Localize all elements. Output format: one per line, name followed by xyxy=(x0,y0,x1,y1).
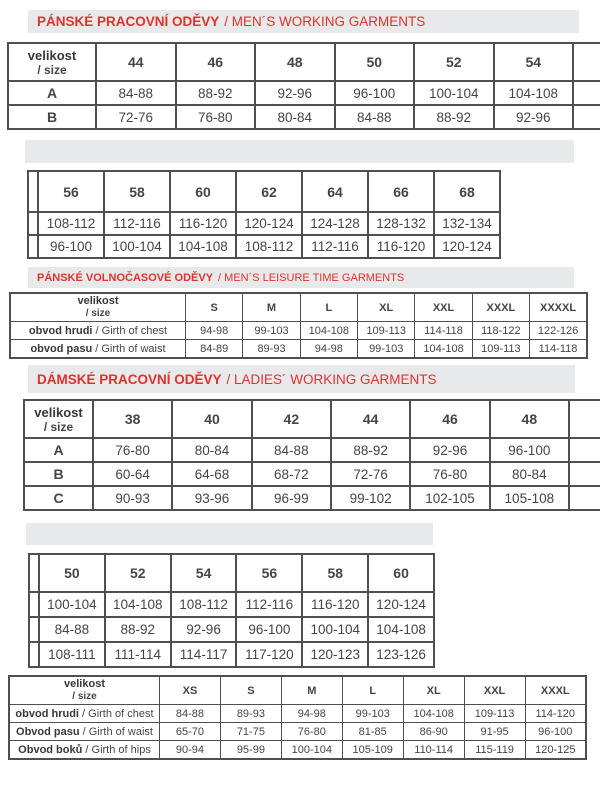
size-value-cell: 120-124 xyxy=(434,235,500,258)
size-header-cell: 46 xyxy=(176,43,256,81)
header-label-czech: velikost xyxy=(77,295,119,307)
row-label-english: / Girth of chest xyxy=(95,324,168,337)
size-value-cell: 120-125 xyxy=(525,741,586,760)
size-header-cell: 48 xyxy=(490,400,569,438)
cropped-column-cell xyxy=(28,235,38,258)
size-value-cell: 60-64 xyxy=(93,462,172,486)
size-header-cell: 58 xyxy=(104,171,170,212)
size-value-cell: 76-80 xyxy=(410,462,489,486)
size-header-cell: 62 xyxy=(236,171,302,212)
table-header-row xyxy=(29,554,434,592)
size-value-cell: 118-122 xyxy=(472,322,529,340)
table-row xyxy=(10,322,587,340)
header-label-english: / size xyxy=(72,691,97,702)
size-header-cell: 56 xyxy=(236,554,302,592)
size-value-cell: 104-108 xyxy=(300,322,357,340)
size-value-cell: 110-114 xyxy=(403,741,464,760)
size-value-cell: 112-116 xyxy=(236,592,302,617)
title-text-czech: PÁNSKÉ VOLNOČASOVÉ ODĚVY xyxy=(37,271,214,284)
cropped-column-cell xyxy=(28,212,38,235)
row-label-czech: obvod pasu xyxy=(30,342,93,355)
size-header-cell: S xyxy=(186,293,243,322)
size-value-cell: 91-95 xyxy=(464,723,525,741)
title-text-czech: PÁNSKÉ PRACOVNÍ ODĚVY xyxy=(37,14,220,29)
size-value-cell: 114-117 xyxy=(171,642,237,667)
size-header-cell: L xyxy=(342,676,403,705)
size-header-cell: S xyxy=(220,676,281,705)
size-value-cell: 99-102 xyxy=(331,486,410,510)
cropped-column-cell xyxy=(29,642,39,667)
size-value-cell: 84-89 xyxy=(186,340,243,359)
size-value-cell: 120-124 xyxy=(368,592,434,617)
size-header-cell: 58 xyxy=(302,554,368,592)
size-value-cell: 114-120 xyxy=(525,705,586,723)
size-value-cell: 65-70 xyxy=(160,723,221,741)
title-text-english: / MEN´S WORKING GARMENTS xyxy=(224,14,426,29)
size-value-cell: 109-113 xyxy=(464,705,525,723)
size-value-cell: 102-105 xyxy=(410,486,489,510)
row-label-cell: A xyxy=(24,438,93,462)
size-header-cell: 52 xyxy=(414,43,494,81)
row-label-cell: B xyxy=(8,105,96,129)
size-value-cell: 76-80 xyxy=(93,438,172,462)
size-value-cell: 104-108 xyxy=(494,81,574,105)
size-value-cell: 96-100 xyxy=(236,617,302,642)
row-label-czech: obvod hrudi xyxy=(28,324,93,337)
ladies-working-sizes-table-38-48 xyxy=(23,399,600,511)
table-row xyxy=(8,81,600,105)
row-label-cell xyxy=(9,705,160,723)
cropped-column-cell xyxy=(573,43,600,81)
row-label-cell: C xyxy=(24,486,93,510)
size-value-cell: 104-108 xyxy=(170,235,236,258)
size-header-cell: 60 xyxy=(170,171,236,212)
size-value-cell: 116-120 xyxy=(368,235,434,258)
size-header-cell: 64 xyxy=(302,171,368,212)
size-value-cell: 95-99 xyxy=(220,741,281,760)
size-value-cell: 84-88 xyxy=(252,438,331,462)
header-label-english: / size xyxy=(37,62,67,77)
table-row xyxy=(29,642,434,667)
section-title-ladies-working xyxy=(28,365,575,393)
size-value-cell: 104-108 xyxy=(415,340,472,359)
table-row xyxy=(24,438,600,462)
table-row xyxy=(24,486,600,510)
cropped-column-cell xyxy=(29,617,39,642)
cropped-column-cell xyxy=(569,462,600,486)
cropped-column-cell xyxy=(569,486,600,510)
size-value-cell: 94-98 xyxy=(186,322,243,340)
size-value-cell: 100-104 xyxy=(302,617,368,642)
size-value-cell: 88-92 xyxy=(176,81,256,105)
size-value-cell: 71-75 xyxy=(220,723,281,741)
size-header-cell: L xyxy=(300,293,357,322)
row-label-czech: Obvod pasu xyxy=(16,725,80,738)
size-value-cell: 89-93 xyxy=(243,340,300,359)
row-label-english: / Girth of waist xyxy=(95,342,166,355)
size-header-cell: 44 xyxy=(331,400,410,438)
table-row xyxy=(24,462,600,486)
size-header-cell: 40 xyxy=(172,400,251,438)
section-title-mens-working xyxy=(28,10,579,33)
row-label-english: / Girth of waist xyxy=(82,725,153,738)
mens-working-sizes-table-44-54 xyxy=(7,42,600,130)
size-value-cell: 114-118 xyxy=(415,322,472,340)
size-value-cell: 68-72 xyxy=(252,462,331,486)
size-value-cell: 108-112 xyxy=(236,235,302,258)
size-header-cell: XXXXL xyxy=(530,293,587,322)
row-label-czech: Obvod boků xyxy=(18,743,83,756)
size-header-cell: 50 xyxy=(335,43,415,81)
size-value-cell: 111-114 xyxy=(105,642,171,667)
size-value-cell: 132-134 xyxy=(434,212,500,235)
row-label-english: / Girth of chest xyxy=(82,707,154,720)
size-value-cell: 88-92 xyxy=(331,438,410,462)
size-header-cell: 50 xyxy=(39,554,105,592)
row-label-cell xyxy=(9,741,160,760)
header-label-cell xyxy=(8,43,96,81)
row-label-cell xyxy=(10,322,186,340)
table-row xyxy=(9,705,586,723)
title-text-english: / MEN´S LEISURE TIME GARMENTS xyxy=(218,271,405,284)
title-text-english: / LADIES´ WORKING GARMENTS xyxy=(226,371,437,387)
header-label-english: / size xyxy=(85,308,111,319)
size-header-cell: XL xyxy=(358,293,415,322)
size-header-cell: 42 xyxy=(252,400,331,438)
size-value-cell: 92-96 xyxy=(171,617,237,642)
size-value-cell: 92-96 xyxy=(410,438,489,462)
mens-leisure-sizes-table xyxy=(9,292,588,359)
size-value-cell: 108-112 xyxy=(171,592,237,617)
size-value-cell: 99-103 xyxy=(243,322,300,340)
size-value-cell: 96-100 xyxy=(38,235,104,258)
size-header-cell: M xyxy=(243,293,300,322)
size-value-cell: 120-123 xyxy=(302,642,368,667)
size-value-cell: 105-108 xyxy=(490,486,569,510)
table-row xyxy=(29,592,434,617)
size-value-cell: 90-93 xyxy=(93,486,172,510)
size-value-cell: 122-126 xyxy=(530,322,587,340)
cropped-column-cell xyxy=(28,171,38,212)
size-value-cell: 99-103 xyxy=(358,340,415,359)
size-header-cell: XXL xyxy=(415,293,472,322)
size-value-cell: 94-98 xyxy=(300,340,357,359)
cropped-column-cell xyxy=(29,592,39,617)
size-value-cell: 80-84 xyxy=(255,105,335,129)
header-label-czech: velikost xyxy=(34,404,83,420)
section-spacer-bar xyxy=(25,140,574,163)
size-value-cell: 92-96 xyxy=(255,81,335,105)
size-value-cell: 84-88 xyxy=(96,81,176,105)
size-value-cell: 64-68 xyxy=(172,462,251,486)
size-value-cell: 84-88 xyxy=(160,705,221,723)
size-value-cell: 81-85 xyxy=(342,723,403,741)
section-title-mens-leisure xyxy=(28,267,574,288)
table-header-row xyxy=(10,293,587,322)
cropped-column-cell xyxy=(573,105,600,129)
header-label-cell xyxy=(24,400,93,438)
size-value-cell: 100-104 xyxy=(281,741,342,760)
size-value-cell: 76-80 xyxy=(176,105,256,129)
size-value-cell: 109-113 xyxy=(358,322,415,340)
header-label-cell xyxy=(10,293,186,322)
cropped-column-cell xyxy=(569,438,600,462)
size-value-cell: 72-76 xyxy=(331,462,410,486)
size-value-cell: 93-96 xyxy=(172,486,251,510)
cropped-column-cell xyxy=(29,554,39,592)
size-value-cell: 104-108 xyxy=(105,592,171,617)
size-value-cell: 96-100 xyxy=(525,723,586,741)
table-header-row xyxy=(28,171,500,212)
size-value-cell: 108-112 xyxy=(38,212,104,235)
size-value-cell: 112-116 xyxy=(302,235,368,258)
size-value-cell: 112-116 xyxy=(104,212,170,235)
table-row xyxy=(9,741,586,760)
size-value-cell: 96-99 xyxy=(252,486,331,510)
size-value-cell: 114-118 xyxy=(530,340,587,359)
size-value-cell: 117-120 xyxy=(236,642,302,667)
table-row xyxy=(8,105,600,129)
size-value-cell: 89-93 xyxy=(220,705,281,723)
size-value-cell: 115-119 xyxy=(464,741,525,760)
size-value-cell: 120-124 xyxy=(236,212,302,235)
size-value-cell: 104-108 xyxy=(403,705,464,723)
size-value-cell: 100-104 xyxy=(39,592,105,617)
size-value-cell: 124-128 xyxy=(302,212,368,235)
size-value-cell: 109-113 xyxy=(472,340,529,359)
ladies-measurements-table xyxy=(8,675,587,760)
cropped-column-cell xyxy=(569,400,600,438)
title-text-czech: DÁMSKÉ PRACOVNÍ ODĚVY xyxy=(37,371,222,387)
table-header-row xyxy=(24,400,600,438)
table-row xyxy=(10,340,587,359)
cropped-column-cell xyxy=(573,81,600,105)
size-value-cell: 84-88 xyxy=(39,617,105,642)
size-value-cell: 80-84 xyxy=(490,462,569,486)
size-header-cell: 54 xyxy=(171,554,237,592)
table-header-row xyxy=(9,676,586,705)
ladies-working-sizes-table-50-60 xyxy=(28,553,435,668)
row-label-cell xyxy=(9,723,160,741)
size-value-cell: 128-132 xyxy=(368,212,434,235)
size-value-cell: 80-84 xyxy=(172,438,251,462)
size-value-cell: 94-98 xyxy=(281,705,342,723)
header-label-english: / size xyxy=(43,419,74,434)
size-value-cell: 105-109 xyxy=(342,741,403,760)
size-header-cell: XS xyxy=(160,676,221,705)
size-value-cell: 96-100 xyxy=(335,81,415,105)
size-header-cell: 46 xyxy=(410,400,489,438)
size-value-cell: 92-96 xyxy=(494,105,574,129)
mens-working-sizes-table-56-68 xyxy=(27,170,501,259)
size-value-cell: 90-94 xyxy=(160,741,221,760)
row-label-cell: A xyxy=(8,81,96,105)
size-value-cell: 86-90 xyxy=(403,723,464,741)
size-header-cell: XXXL xyxy=(525,676,586,705)
header-label-czech: velikost xyxy=(64,678,105,690)
size-value-cell: 116-120 xyxy=(170,212,236,235)
size-value-cell: 88-92 xyxy=(105,617,171,642)
size-header-cell: 48 xyxy=(255,43,335,81)
size-header-cell: 52 xyxy=(105,554,171,592)
size-value-cell: 84-88 xyxy=(335,105,415,129)
size-header-cell: 54 xyxy=(494,43,574,81)
size-value-cell: 76-80 xyxy=(281,723,342,741)
section-spacer-bar xyxy=(26,523,433,545)
size-header-cell: 38 xyxy=(93,400,172,438)
size-header-cell: M xyxy=(281,676,342,705)
row-label-cell xyxy=(10,340,186,359)
size-header-cell: 56 xyxy=(38,171,104,212)
table-row xyxy=(28,235,500,258)
size-value-cell: 100-104 xyxy=(414,81,494,105)
size-value-cell: 100-104 xyxy=(104,235,170,258)
size-header-cell: 66 xyxy=(368,171,434,212)
row-label-cell: B xyxy=(24,462,93,486)
size-value-cell: 88-92 xyxy=(414,105,494,129)
size-header-cell: XXL xyxy=(464,676,525,705)
table-row xyxy=(29,617,434,642)
size-value-cell: 99-103 xyxy=(342,705,403,723)
table-row xyxy=(9,723,586,741)
size-value-cell: 116-120 xyxy=(302,592,368,617)
size-value-cell: 104-108 xyxy=(368,617,434,642)
size-value-cell: 108-111 xyxy=(39,642,105,667)
size-header-cell: XL xyxy=(403,676,464,705)
size-value-cell: 123-126 xyxy=(368,642,434,667)
table-header-row xyxy=(8,43,600,81)
row-label-czech: obvod hrudi xyxy=(15,707,79,720)
row-label-english: / Girth of hips xyxy=(85,743,151,756)
header-label-czech: velikost xyxy=(27,47,77,63)
size-header-cell: 60 xyxy=(368,554,434,592)
size-header-cell: 44 xyxy=(96,43,176,81)
size-header-cell: 68 xyxy=(434,171,500,212)
size-value-cell: 72-76 xyxy=(96,105,176,129)
size-value-cell: 96-100 xyxy=(490,438,569,462)
table-row xyxy=(28,212,500,235)
size-header-cell: XXXL xyxy=(472,293,529,322)
header-label-cell xyxy=(9,676,160,705)
